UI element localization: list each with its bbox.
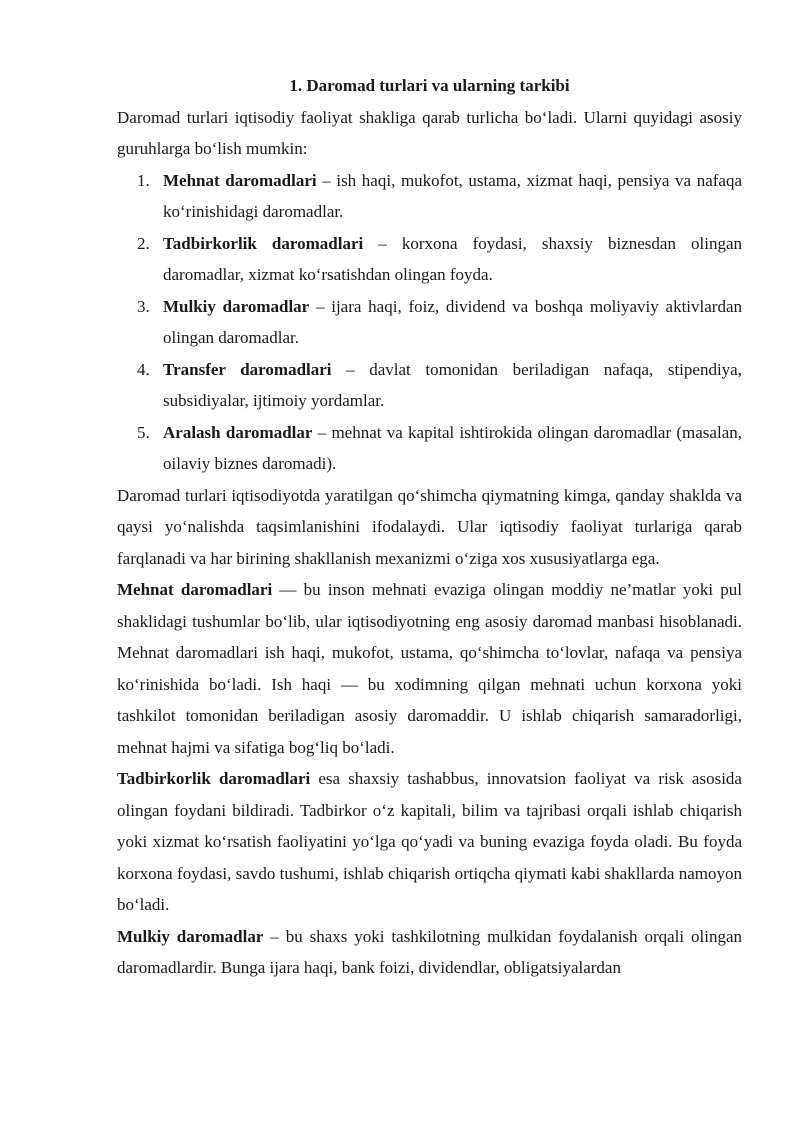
- paragraph-term: Mehnat daromadlari: [117, 580, 273, 599]
- list-item-number: 5.: [137, 422, 150, 442]
- list-item-term: Aralash daromadlar: [163, 422, 313, 442]
- list-item-term: Tadbirkorlik daromadlari: [163, 233, 364, 253]
- paragraph-term: Tadbirkorlik daromadlari: [117, 769, 311, 788]
- intro-paragraph: Daromad turlari iqtisodiy faoliyat shakliga qarab turlicha bo‘ladi. Ularni quyidagi asosiy guruhlarga bo‘lish mumkin:: [117, 107, 742, 158]
- paragraph-text: — bu inson mehnati evaziga olingan moddiy ne’matlar yoki pul shaklidagi tushumlar bo‘lib, ular iqtisodiyotning eng asosiy daromad manbasi hisoblanadi. Mehnat daromadlari ish haqi, mukofot, ustama, qo‘shimcha to‘lovlar, nafaqa va pensiya ko‘rinishida bo‘ladi. Ish haqi — bu xodimning qilgan mehnati uchun korxona yoki tashkilot tomonidan beriladigan asosiy daromaddir. U ishlab chiqarish samaradorligi, mehnat hajmi va sifatiga bog‘liq bo‘ladi.: [117, 580, 742, 757]
- list-item: [117, 417, 742, 480]
- property-income-paragraph: [117, 921, 742, 984]
- list-item-text: – davlat tomonidan beriladigan nafaqa, stipendiya, subsidiyalar, ijtimoiy yordamlar.: [163, 359, 742, 410]
- list-item: [117, 291, 742, 354]
- list-item: [117, 354, 742, 417]
- document-content: [117, 70, 742, 984]
- paragraph-term: Mulkiy daromadlar: [117, 926, 264, 946]
- list-item-number: 3.: [137, 296, 150, 316]
- list-item-term: Mulkiy daromadlar: [163, 296, 310, 316]
- list-item: [117, 228, 742, 291]
- paragraph-text: esa shaxsiy tashabbus, innovatsion faoliyat va risk asosida olingan foydani bildiradi. Tadbirkor o‘z kapitali, bilim va tajribasi orqali ishlab chiqarish yoki xizmat ko‘rsatish faoliyatini yo‘lga qo‘yadi va buning evaziga foyda oladi. Bu foyda korxona foydasi, savdo tushumi, ishlab chiqarish ortiqcha qiymati kabi shakllarda namoyon bo‘ladi.: [117, 769, 742, 914]
- list-item-term: Mehnat daromadlari: [163, 170, 317, 190]
- list-item-text: – korxona foydasi, shaxsiy biznesdan olingan daromadlar, xizmat ko‘rsatishdan olingan foyda.: [163, 233, 742, 284]
- list-item-text: – ijara haqi, foiz, dividend va boshqa moliyaviy aktivlardan olingan daromadlar.: [163, 296, 742, 347]
- list-item-text: – ish haqi, mukofot, ustama, xizmat haqi, pensiya va nafaqa ko‘rinishidagi daromadlar.: [163, 170, 742, 221]
- list-item-number: 2.: [137, 233, 150, 253]
- list-item: [117, 165, 742, 228]
- paragraph-text: – bu shaxs yoki tashkilotning mulkidan foydalanish orqali olingan daromadlardir. Bunga ijara haqi, bank foizi, dividendlar, obligatsiyalardan: [117, 926, 742, 977]
- list-item-number: 4.: [137, 359, 150, 379]
- summary-paragraph: Daromad turlari iqtisodiyotda yaratilgan qo‘shimcha qiymatning kimga, qanday shaklda va qaysi yo‘nalishda taqsimlanishini ifodalaydi. Ular iqtisodiy faoliyat turlariga qarab farqlanadi va har birining shakllanish mexanizmi o‘ziga xos xususiyatlarga ega.: [117, 485, 742, 568]
- list-item-number: 1.: [137, 170, 150, 190]
- entrepreneur-income-paragraph: [117, 763, 742, 921]
- section-title: 1. Daromad turlari va ularning tarkibi: [289, 76, 570, 95]
- labor-income-paragraph: [117, 574, 742, 763]
- list-item-text: – mehnat va kapital ishtirokida olingan daromadlar (masalan, oilaviy biznes daromadi).: [163, 422, 742, 473]
- list-item-term: Transfer daromadlari: [163, 359, 332, 379]
- income-types-list: [117, 165, 742, 480]
